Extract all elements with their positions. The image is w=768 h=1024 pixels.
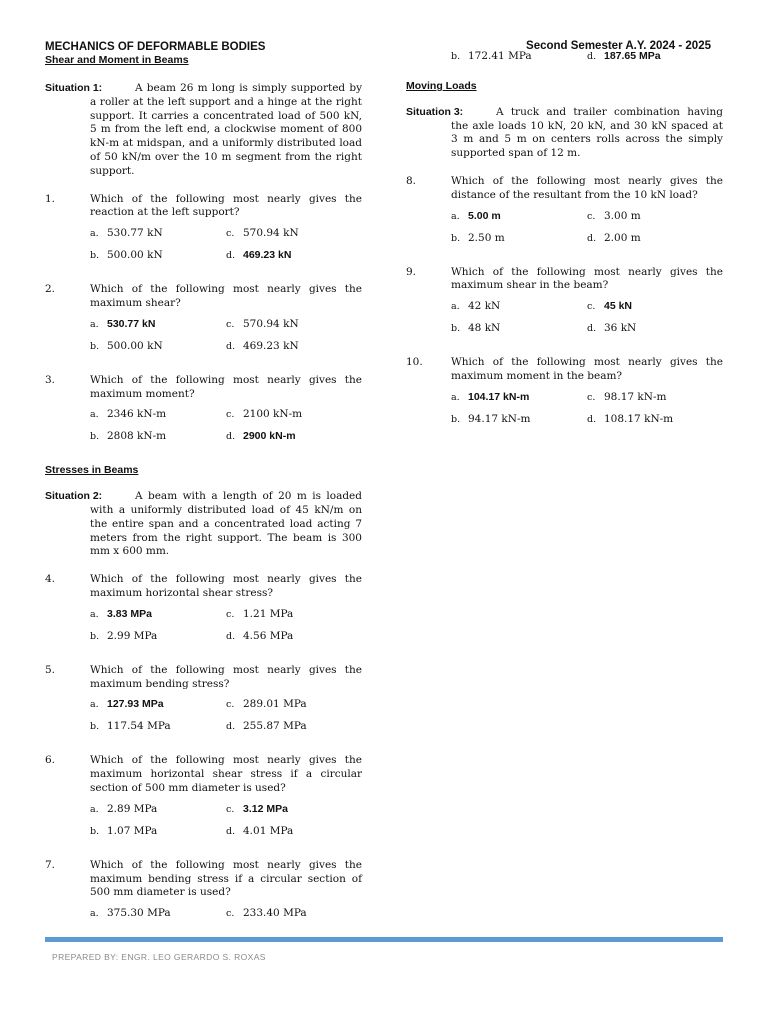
choice-d: d. 108.17 kN-m — [587, 412, 674, 425]
choice-a: a. 375.30 MPa — [90, 907, 171, 920]
question-text: Which of the following most nearly gives the maximum moment? — [90, 373, 362, 400]
choice-b: b. 48 kN — [451, 322, 501, 335]
choice-a: a. 2.89 MPa — [90, 802, 158, 815]
semester-label: Second Semester A.Y. 2024 - 2025 — [526, 40, 711, 52]
choices-8 — [406, 210, 723, 256]
choices-6 — [45, 803, 362, 849]
choice-c: c. 570.94 kN — [226, 227, 299, 240]
choice-d-answer: d. 187.65 MPa — [587, 50, 661, 62]
choice-d: d. 2.00 m — [587, 231, 641, 244]
choices-5 — [45, 698, 362, 744]
choice-d: d. 469.23 kN — [226, 339, 299, 352]
question-number: 1. — [45, 192, 56, 205]
question-number: 9. — [406, 265, 417, 278]
choice-b: b. 2.50 m — [451, 231, 505, 244]
choices-2 — [45, 318, 362, 364]
situation-2 — [45, 490, 362, 559]
question-2 — [45, 283, 362, 311]
choice-a: a. 530.77 kN — [90, 227, 163, 240]
choice-c: c. 289.01 MPa — [226, 698, 307, 711]
document-header — [45, 40, 365, 68]
situation-3 — [406, 106, 723, 161]
question-number: 3. — [45, 373, 56, 386]
question-8 — [406, 175, 723, 203]
choice-b: b. 500.00 kN — [90, 339, 163, 352]
choice-b: b. 500.00 kN — [90, 249, 163, 262]
choice-d-answer: d. 2900 kN-m — [226, 430, 296, 443]
choice-c-answer: c. 45 kN — [587, 300, 633, 313]
choice-a: a. 2346 kN-m — [90, 408, 167, 421]
question-number: 4. — [45, 573, 56, 586]
situation-text: A truck and trailer combination having the axle loads 10 kN, 20 kN, and 30 kN spaced at 3 m and 5 m on centers rolls across the simply supported span of 12 m. — [451, 105, 723, 160]
choice-c: c. 98.17 kN-m — [587, 390, 667, 403]
question-text: Which of the following most nearly gives the maximum horizontal shear stress if a circular section of 500 mm diameter is used? — [90, 754, 362, 794]
choices-9 — [406, 300, 723, 346]
choice-d: d. 255.87 MPa — [226, 720, 307, 733]
choices-7-part2 — [406, 50, 723, 72]
choice-a-answer: a. 530.77 kN — [90, 317, 156, 330]
choice-b: b. 2808 kN-m — [90, 430, 167, 443]
situation-1 — [45, 82, 362, 179]
choice-a: a. 42 kN — [451, 300, 501, 313]
choice-c: c. 2100 kN-m — [226, 408, 303, 421]
question-number: 10. — [406, 356, 423, 369]
question-7 — [45, 859, 362, 900]
choices-1 — [45, 227, 362, 273]
section-moving-loads: Moving Loads — [406, 80, 477, 92]
question-text: Which of the following most nearly gives the maximum moment in the beam? — [451, 356, 723, 382]
choice-b: b. 1.07 MPa — [90, 824, 158, 837]
choices-7-part1 — [45, 907, 362, 929]
right-column — [406, 50, 723, 447]
question-text: Which of the following most nearly gives the maximum bending stress if a circular section of 500 mm diameter is used? — [90, 858, 362, 899]
choice-b: b. 2.99 MPa — [90, 629, 158, 642]
choice-a-answer: a. 104.17 kN-m — [451, 390, 530, 403]
choices-3 — [45, 408, 362, 454]
topic-title: Shear and Moment in Beams — [45, 54, 189, 66]
question-text: Which of the following most nearly gives the maximum horizontal shear stress? — [90, 573, 362, 599]
section-stresses-in-beams: Stresses in Beams — [45, 464, 139, 477]
question-5 — [45, 664, 362, 692]
choice-d: d. 36 kN — [587, 322, 637, 335]
question-6 — [45, 754, 362, 795]
question-number: 8. — [406, 174, 417, 187]
question-text: Which of the following most nearly gives the maximum bending stress? — [90, 663, 362, 690]
choice-b: b. 172.41 MPa — [451, 50, 532, 62]
choices-4 — [45, 608, 362, 654]
footer-divider — [45, 937, 723, 942]
choice-d: d. 4.56 MPa — [226, 629, 294, 642]
choice-a-answer: a. 3.83 MPa — [90, 607, 152, 620]
question-9 — [406, 266, 723, 294]
choices-10 — [406, 391, 723, 437]
question-number: 2. — [45, 283, 56, 296]
choice-a-answer: a. 127.93 MPa — [90, 698, 164, 711]
situation-label: Situation 1: — [45, 82, 103, 94]
situation-text: A beam 26 m long is simply supported by a roller at the left support and a hinge at the right support. It carries a concentrated load of 500 kN, 5 m from the left end, a clockwise moment of 800 kN-m at midspan, and a uniformly distributed load of 50 kN/m over the 10 m segment from the right support. — [90, 82, 362, 177]
choice-d-answer: d. 469.23 kN — [226, 249, 292, 262]
choice-b: b. 94.17 kN-m — [451, 412, 531, 425]
question-number: 7. — [45, 858, 56, 871]
situation-label: Situation 2: — [45, 490, 103, 503]
situation-text: A beam with a length of 20 m is loaded with a uniformly distributed load of 45 kN/m on the entire span and a concentrated load acting 7 meters from the right support. The beam is 300 mm x 600 mm. — [90, 490, 362, 558]
situation-label: Situation 3: — [406, 105, 464, 118]
question-3 — [45, 374, 362, 402]
question-text: Which of the following most nearly gives the maximum shear? — [90, 283, 362, 309]
left-column — [45, 82, 362, 939]
question-4 — [45, 573, 362, 601]
course-title: MECHANICS OF DEFORMABLE BODIES — [45, 41, 266, 53]
question-text: Which of the following most nearly gives the distance of the resultant from the 10 kN load? — [451, 174, 723, 201]
choice-c: c. 570.94 kN — [226, 317, 299, 330]
choice-b: b. 117.54 MPa — [90, 720, 171, 733]
question-number: 6. — [45, 754, 56, 767]
question-text: Which of the following most nearly gives the reaction at the left support? — [90, 192, 362, 219]
question-number: 5. — [45, 663, 56, 676]
prepared-by: PREPARED BY: ENGR. LEO GERARDO S. ROXAS — [52, 952, 266, 962]
choice-c-answer: c. 3.12 MPa — [226, 802, 288, 815]
choice-c: c. 1.21 MPa — [226, 607, 294, 620]
choice-c: c. 233.40 MPa — [226, 907, 307, 920]
choice-c: c. 3.00 m — [587, 209, 641, 222]
question-text: Which of the following most nearly gives the maximum shear in the beam? — [451, 265, 723, 292]
question-1 — [45, 193, 362, 221]
question-10 — [406, 356, 723, 384]
choice-a-answer: a. 5.00 m — [451, 209, 501, 222]
choice-d: d. 4.01 MPa — [226, 824, 294, 837]
